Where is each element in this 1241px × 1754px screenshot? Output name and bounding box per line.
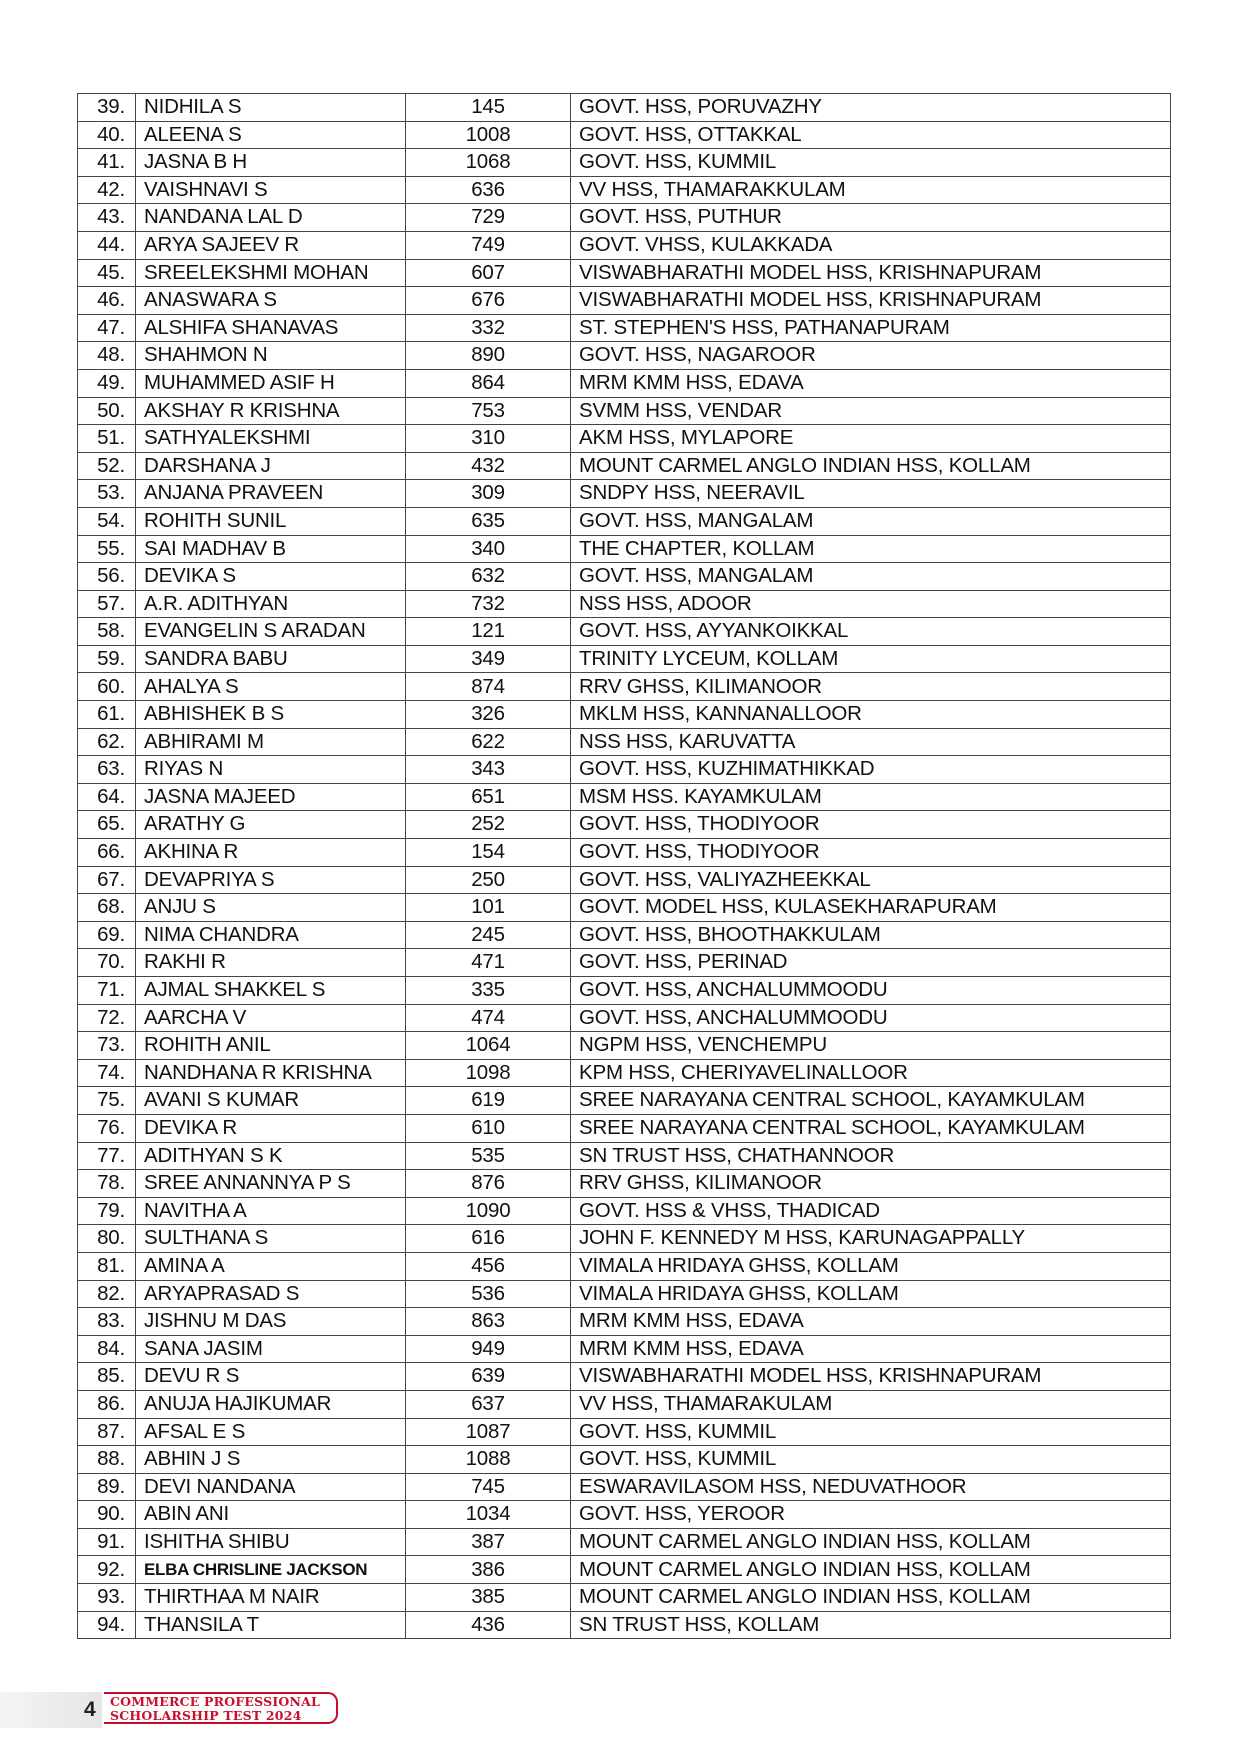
code-cell: 101 <box>406 894 571 922</box>
serial-number-cell: 47. <box>78 314 136 342</box>
school-cell: GOVT. HSS, VALIYAZHEEKKAL <box>571 866 1171 894</box>
table-row <box>78 618 1171 646</box>
table-row <box>78 314 1171 342</box>
code-cell: 632 <box>406 563 571 591</box>
student-name-cell: THANSILA T <box>136 1611 406 1639</box>
school-cell: GOVT. HSS, THODIYOOR <box>571 839 1171 867</box>
school-cell: GOVT. HSS, YEROOR <box>571 1501 1171 1529</box>
footer-badge <box>104 1692 338 1724</box>
school-cell: GOVT. HSS, NAGAROOR <box>571 342 1171 370</box>
code-cell: 749 <box>406 231 571 259</box>
school-cell: GOVT. HSS, PORUVAZHY <box>571 94 1171 122</box>
student-name-cell: EVANGELIN S ARADAN <box>136 618 406 646</box>
school-cell: RRV GHSS, KILIMANOOR <box>571 673 1171 701</box>
code-cell: 676 <box>406 287 571 315</box>
code-cell: 471 <box>406 949 571 977</box>
student-name-cell: JISHNU M DAS <box>136 1308 406 1336</box>
serial-number-cell: 79. <box>78 1197 136 1225</box>
code-cell: 1087 <box>406 1418 571 1446</box>
student-name-cell: SHAHMON N <box>136 342 406 370</box>
table-row <box>78 673 1171 701</box>
serial-number-cell: 45. <box>78 259 136 287</box>
code-cell: 343 <box>406 756 571 784</box>
code-cell: 536 <box>406 1280 571 1308</box>
serial-number-cell: 83. <box>78 1308 136 1336</box>
code-cell: 1088 <box>406 1446 571 1474</box>
code-cell: 729 <box>406 204 571 232</box>
table-row <box>78 287 1171 315</box>
serial-number-cell: 66. <box>78 839 136 867</box>
code-cell: 252 <box>406 811 571 839</box>
student-name-cell: AFSAL E S <box>136 1418 406 1446</box>
code-cell: 385 <box>406 1584 571 1612</box>
code-cell: 535 <box>406 1142 571 1170</box>
serial-number-cell: 82. <box>78 1280 136 1308</box>
student-name-cell: SANDRA BABU <box>136 645 406 673</box>
school-cell: GOVT. HSS, KUMMIL <box>571 1446 1171 1474</box>
code-cell: 745 <box>406 1473 571 1501</box>
serial-number-cell: 60. <box>78 673 136 701</box>
table-row <box>78 535 1171 563</box>
student-name-cell: ELBA CHRISLINE JACKSON <box>136 1556 406 1584</box>
table-row <box>78 701 1171 729</box>
serial-number-cell: 80. <box>78 1225 136 1253</box>
school-cell: SNDPY HSS, NEERAVIL <box>571 480 1171 508</box>
table-row <box>78 1308 1171 1336</box>
student-name-cell: ANASWARA S <box>136 287 406 315</box>
table-row <box>78 1114 1171 1142</box>
table-row <box>78 259 1171 287</box>
table-row <box>78 1059 1171 1087</box>
serial-number-cell: 78. <box>78 1170 136 1198</box>
code-cell: 154 <box>406 839 571 867</box>
table-row <box>78 1363 1171 1391</box>
student-name-cell: ADITHYAN S K <box>136 1142 406 1170</box>
serial-number-cell: 51. <box>78 425 136 453</box>
student-name-cell: AMINA A <box>136 1252 406 1280</box>
table-row <box>78 480 1171 508</box>
student-name-cell: ARATHY G <box>136 811 406 839</box>
code-cell: 636 <box>406 176 571 204</box>
serial-number-cell: 85. <box>78 1363 136 1391</box>
student-name-cell: THIRTHAA M NAIR <box>136 1584 406 1612</box>
serial-number-cell: 52. <box>78 452 136 480</box>
serial-number-cell: 39. <box>78 94 136 122</box>
table-row <box>78 94 1171 122</box>
school-cell: MRM KMM HSS, EDAVA <box>571 369 1171 397</box>
student-name-cell: ALEENA S <box>136 121 406 149</box>
table-row <box>78 1252 1171 1280</box>
student-name-cell: RIYAS N <box>136 756 406 784</box>
school-cell: THE CHAPTER, KOLLAM <box>571 535 1171 563</box>
school-cell: GOVT. HSS, MANGALAM <box>571 507 1171 535</box>
student-name-cell: ARYAPRASAD S <box>136 1280 406 1308</box>
serial-number-cell: 87. <box>78 1418 136 1446</box>
serial-number-cell: 84. <box>78 1335 136 1363</box>
student-name-cell: SULTHANA S <box>136 1225 406 1253</box>
serial-number-cell: 58. <box>78 618 136 646</box>
code-cell: 1008 <box>406 121 571 149</box>
serial-number-cell: 92. <box>78 1556 136 1584</box>
table-row <box>78 369 1171 397</box>
student-name-cell: DEVAPRIYA S <box>136 866 406 894</box>
student-name-cell: AJMAL SHAKKEL S <box>136 977 406 1005</box>
school-cell: GOVT. HSS & VHSS, THADICAD <box>571 1197 1171 1225</box>
student-name-cell: ROHITH ANIL <box>136 1032 406 1060</box>
school-cell: MOUNT CARMEL ANGLO INDIAN HSS, KOLLAM <box>571 1556 1171 1584</box>
school-cell: GOVT. HSS, ANCHALUMMOODU <box>571 977 1171 1005</box>
school-cell: SVMM HSS, VENDAR <box>571 397 1171 425</box>
school-cell: MOUNT CARMEL ANGLO INDIAN HSS, KOLLAM <box>571 452 1171 480</box>
table-row <box>78 425 1171 453</box>
student-name-cell: ROHITH SUNIL <box>136 507 406 535</box>
code-cell: 616 <box>406 1225 571 1253</box>
serial-number-cell: 71. <box>78 977 136 1005</box>
student-name-cell: DEVU R S <box>136 1363 406 1391</box>
student-name-cell: NIMA CHANDRA <box>136 921 406 949</box>
serial-number-cell: 67. <box>78 866 136 894</box>
serial-number-cell: 56. <box>78 563 136 591</box>
table-row <box>78 342 1171 370</box>
school-cell: MOUNT CARMEL ANGLO INDIAN HSS, KOLLAM <box>571 1584 1171 1612</box>
table-row <box>78 507 1171 535</box>
code-cell: 145 <box>406 94 571 122</box>
page-number: 4 <box>84 1698 96 1721</box>
school-cell: GOVT. HSS, PERINAD <box>571 949 1171 977</box>
table-row <box>78 1335 1171 1363</box>
table-row <box>78 921 1171 949</box>
school-cell: VIMALA HRIDAYA GHSS, KOLLAM <box>571 1252 1171 1280</box>
student-name-cell: ABHIRAMI M <box>136 728 406 756</box>
serial-number-cell: 73. <box>78 1032 136 1060</box>
table-row <box>78 176 1171 204</box>
table-row <box>78 1390 1171 1418</box>
school-cell: ST. STEPHEN'S HSS, PATHANAPURAM <box>571 314 1171 342</box>
school-cell: VISWABHARATHI MODEL HSS, KRISHNAPURAM <box>571 1363 1171 1391</box>
code-cell: 340 <box>406 535 571 563</box>
serial-number-cell: 43. <box>78 204 136 232</box>
student-name-cell: ANJANA PRAVEEN <box>136 480 406 508</box>
school-cell: JOHN F. KENNEDY M HSS, KARUNAGAPPALLY <box>571 1225 1171 1253</box>
serial-number-cell: 62. <box>78 728 136 756</box>
table-row <box>78 645 1171 673</box>
table-row <box>78 1032 1171 1060</box>
code-cell: 335 <box>406 977 571 1005</box>
table-row <box>78 590 1171 618</box>
student-name-cell: SREE ANNANNYA P S <box>136 1170 406 1198</box>
school-cell: GOVT. HSS, ANCHALUMMOODU <box>571 1004 1171 1032</box>
school-cell: NSS HSS, KARUVATTA <box>571 728 1171 756</box>
code-cell: 610 <box>406 1114 571 1142</box>
student-name-cell: DEVI NANDANA <box>136 1473 406 1501</box>
school-cell: MSM HSS. KAYAMKULAM <box>571 783 1171 811</box>
results-table <box>77 93 1171 1639</box>
student-name-cell: NANDHANA R KRISHNA <box>136 1059 406 1087</box>
serial-number-cell: 42. <box>78 176 136 204</box>
code-cell: 1034 <box>406 1501 571 1529</box>
student-name-cell: JASNA B H <box>136 149 406 177</box>
school-cell: NSS HSS, ADOOR <box>571 590 1171 618</box>
code-cell: 245 <box>406 921 571 949</box>
school-cell: NGPM HSS, VENCHEMPU <box>571 1032 1171 1060</box>
serial-number-cell: 76. <box>78 1114 136 1142</box>
serial-number-cell: 93. <box>78 1584 136 1612</box>
student-name-cell: ABHIN J S <box>136 1446 406 1474</box>
code-cell: 949 <box>406 1335 571 1363</box>
student-name-cell: ARYA SAJEEV R <box>136 231 406 259</box>
results-table-body <box>78 94 1171 1639</box>
serial-number-cell: 74. <box>78 1059 136 1087</box>
code-cell: 637 <box>406 1390 571 1418</box>
code-cell: 309 <box>406 480 571 508</box>
serial-number-cell: 65. <box>78 811 136 839</box>
school-cell: VISWABHARATHI MODEL HSS, KRISHNAPURAM <box>571 287 1171 315</box>
table-row <box>78 783 1171 811</box>
school-cell: KPM HSS, CHERIYAVELINALLOOR <box>571 1059 1171 1087</box>
serial-number-cell: 57. <box>78 590 136 618</box>
serial-number-cell: 46. <box>78 287 136 315</box>
table-row <box>78 949 1171 977</box>
code-cell: 639 <box>406 1363 571 1391</box>
school-cell: ESWARAVILASOM HSS, NEDUVATHOOR <box>571 1473 1171 1501</box>
student-name-cell: ANJU S <box>136 894 406 922</box>
table-row <box>78 866 1171 894</box>
student-name-cell: ANUJA HAJIKUMAR <box>136 1390 406 1418</box>
table-row <box>78 1528 1171 1556</box>
code-cell: 732 <box>406 590 571 618</box>
student-name-cell: NAVITHA A <box>136 1197 406 1225</box>
table-row <box>78 1087 1171 1115</box>
serial-number-cell: 75. <box>78 1087 136 1115</box>
code-cell: 436 <box>406 1611 571 1639</box>
code-cell: 635 <box>406 507 571 535</box>
serial-number-cell: 40. <box>78 121 136 149</box>
table-row <box>78 452 1171 480</box>
serial-number-cell: 64. <box>78 783 136 811</box>
student-name-cell: DARSHANA J <box>136 452 406 480</box>
school-cell: SN TRUST HSS, KOLLAM <box>571 1611 1171 1639</box>
serial-number-cell: 50. <box>78 397 136 425</box>
student-name-cell: DEVIKA R <box>136 1114 406 1142</box>
table-row <box>78 1446 1171 1474</box>
school-cell: GOVT. HSS, KUMMIL <box>571 149 1171 177</box>
table-row <box>78 728 1171 756</box>
serial-number-cell: 53. <box>78 480 136 508</box>
table-row <box>78 1473 1171 1501</box>
code-cell: 1098 <box>406 1059 571 1087</box>
school-cell: GOVT. HSS, BHOOTHAKKULAM <box>571 921 1171 949</box>
table-row <box>78 1501 1171 1529</box>
school-cell: VISWABHARATHI MODEL HSS, KRISHNAPURAM <box>571 259 1171 287</box>
serial-number-cell: 91. <box>78 1528 136 1556</box>
page-footer <box>0 1690 345 1730</box>
serial-number-cell: 48. <box>78 342 136 370</box>
school-cell: GOVT. HSS, AYYANKOIKKAL <box>571 618 1171 646</box>
serial-number-cell: 77. <box>78 1142 136 1170</box>
table-row <box>78 149 1171 177</box>
table-row <box>78 1004 1171 1032</box>
code-cell: 1090 <box>406 1197 571 1225</box>
student-name-cell: NANDANA LAL D <box>136 204 406 232</box>
code-cell: 121 <box>406 618 571 646</box>
table-row <box>78 204 1171 232</box>
school-cell: MOUNT CARMEL ANGLO INDIAN HSS, KOLLAM <box>571 1528 1171 1556</box>
school-cell: VIMALA HRIDAYA GHSS, KOLLAM <box>571 1280 1171 1308</box>
table-row <box>78 839 1171 867</box>
table-row <box>78 756 1171 784</box>
code-cell: 864 <box>406 369 571 397</box>
school-cell: GOVT. MODEL HSS, KULASEKHARAPURAM <box>571 894 1171 922</box>
serial-number-cell: 94. <box>78 1611 136 1639</box>
serial-number-cell: 90. <box>78 1501 136 1529</box>
student-name-cell: AVANI S KUMAR <box>136 1087 406 1115</box>
student-name-cell: SREELEKSHMI MOHAN <box>136 259 406 287</box>
code-cell: 386 <box>406 1556 571 1584</box>
code-cell: 622 <box>406 728 571 756</box>
table-row <box>78 1584 1171 1612</box>
code-cell: 1064 <box>406 1032 571 1060</box>
student-name-cell: ABIN ANI <box>136 1501 406 1529</box>
badge-line-2: SCHOLARSHIP TEST 2024 <box>110 1708 302 1723</box>
serial-number-cell: 70. <box>78 949 136 977</box>
student-name-cell: AKHINA R <box>136 839 406 867</box>
code-cell: 456 <box>406 1252 571 1280</box>
school-cell: TRINITY LYCEUM, KOLLAM <box>571 645 1171 673</box>
code-cell: 474 <box>406 1004 571 1032</box>
school-cell: SN TRUST HSS, CHATHANNOOR <box>571 1142 1171 1170</box>
code-cell: 250 <box>406 866 571 894</box>
table-row <box>78 563 1171 591</box>
student-name-cell: A.R. ADITHYAN <box>136 590 406 618</box>
school-cell: AKM HSS, MYLAPORE <box>571 425 1171 453</box>
school-cell: MRM KMM HSS, EDAVA <box>571 1335 1171 1363</box>
school-cell: GOVT. VHSS, KULAKKADA <box>571 231 1171 259</box>
school-cell: SREE NARAYANA CENTRAL SCHOOL, KAYAMKULAM <box>571 1114 1171 1142</box>
table-row <box>78 977 1171 1005</box>
school-cell: GOVT. HSS, THODIYOOR <box>571 811 1171 839</box>
school-cell: VV HSS, THAMARAKKULAM <box>571 176 1171 204</box>
code-cell: 432 <box>406 452 571 480</box>
code-cell: 619 <box>406 1087 571 1115</box>
code-cell: 607 <box>406 259 571 287</box>
student-name-cell: AHALYA S <box>136 673 406 701</box>
table-row <box>78 1280 1171 1308</box>
table-row <box>78 397 1171 425</box>
student-name-cell: SANA JASIM <box>136 1335 406 1363</box>
badge-line-1: COMMERCE PROFESSIONAL <box>110 1694 320 1709</box>
table-row <box>78 1225 1171 1253</box>
student-name-cell: SAI MADHAV B <box>136 535 406 563</box>
table-row <box>78 1197 1171 1225</box>
table-row <box>78 231 1171 259</box>
table-row <box>78 894 1171 922</box>
student-name-cell: RAKHI R <box>136 949 406 977</box>
school-cell: MRM KMM HSS, EDAVA <box>571 1308 1171 1336</box>
school-cell: MKLM HSS, KANNANALLOOR <box>571 701 1171 729</box>
serial-number-cell: 59. <box>78 645 136 673</box>
serial-number-cell: 55. <box>78 535 136 563</box>
serial-number-cell: 41. <box>78 149 136 177</box>
serial-number-cell: 72. <box>78 1004 136 1032</box>
code-cell: 874 <box>406 673 571 701</box>
student-name-cell: AKSHAY R KRISHNA <box>136 397 406 425</box>
code-cell: 753 <box>406 397 571 425</box>
serial-number-cell: 44. <box>78 231 136 259</box>
serial-number-cell: 88. <box>78 1446 136 1474</box>
code-cell: 326 <box>406 701 571 729</box>
school-cell: RRV GHSS, KILIMANOOR <box>571 1170 1171 1198</box>
school-cell: GOVT. HSS, MANGALAM <box>571 563 1171 591</box>
code-cell: 651 <box>406 783 571 811</box>
student-name-cell: JASNA MAJEED <box>136 783 406 811</box>
table-row <box>78 1418 1171 1446</box>
school-cell: GOVT. HSS, PUTHUR <box>571 204 1171 232</box>
code-cell: 310 <box>406 425 571 453</box>
code-cell: 876 <box>406 1170 571 1198</box>
school-cell: GOVT. HSS, OTTAKKAL <box>571 121 1171 149</box>
serial-number-cell: 63. <box>78 756 136 784</box>
code-cell: 1068 <box>406 149 571 177</box>
serial-number-cell: 86. <box>78 1390 136 1418</box>
code-cell: 863 <box>406 1308 571 1336</box>
code-cell: 349 <box>406 645 571 673</box>
school-cell: GOVT. HSS, KUZHIMATHIKKAD <box>571 756 1171 784</box>
serial-number-cell: 68. <box>78 894 136 922</box>
table-row <box>78 1611 1171 1639</box>
student-name-cell: ALSHIFA SHANAVAS <box>136 314 406 342</box>
student-name-cell: ABHISHEK B S <box>136 701 406 729</box>
serial-number-cell: 49. <box>78 369 136 397</box>
table-row <box>78 1556 1171 1584</box>
serial-number-cell: 81. <box>78 1252 136 1280</box>
school-cell: GOVT. HSS, KUMMIL <box>571 1418 1171 1446</box>
student-name-cell: NIDHILA S <box>136 94 406 122</box>
table-row <box>78 1170 1171 1198</box>
student-name-cell: SATHYALEKSHMI <box>136 425 406 453</box>
student-name-cell: MUHAMMED ASIF H <box>136 369 406 397</box>
code-cell: 387 <box>406 1528 571 1556</box>
school-cell: SREE NARAYANA CENTRAL SCHOOL, KAYAMKULAM <box>571 1087 1171 1115</box>
code-cell: 332 <box>406 314 571 342</box>
table-row <box>78 811 1171 839</box>
student-name-cell: ISHITHA SHIBU <box>136 1528 406 1556</box>
serial-number-cell: 69. <box>78 921 136 949</box>
student-name-cell: VAISHNAVI S <box>136 176 406 204</box>
student-name-cell: DEVIKA S <box>136 563 406 591</box>
student-name-cell: AARCHA V <box>136 1004 406 1032</box>
serial-number-cell: 61. <box>78 701 136 729</box>
serial-number-cell: 89. <box>78 1473 136 1501</box>
school-cell: VV HSS, THAMARAKULAM <box>571 1390 1171 1418</box>
code-cell: 890 <box>406 342 571 370</box>
serial-number-cell: 54. <box>78 507 136 535</box>
table-row <box>78 1142 1171 1170</box>
table-row <box>78 121 1171 149</box>
